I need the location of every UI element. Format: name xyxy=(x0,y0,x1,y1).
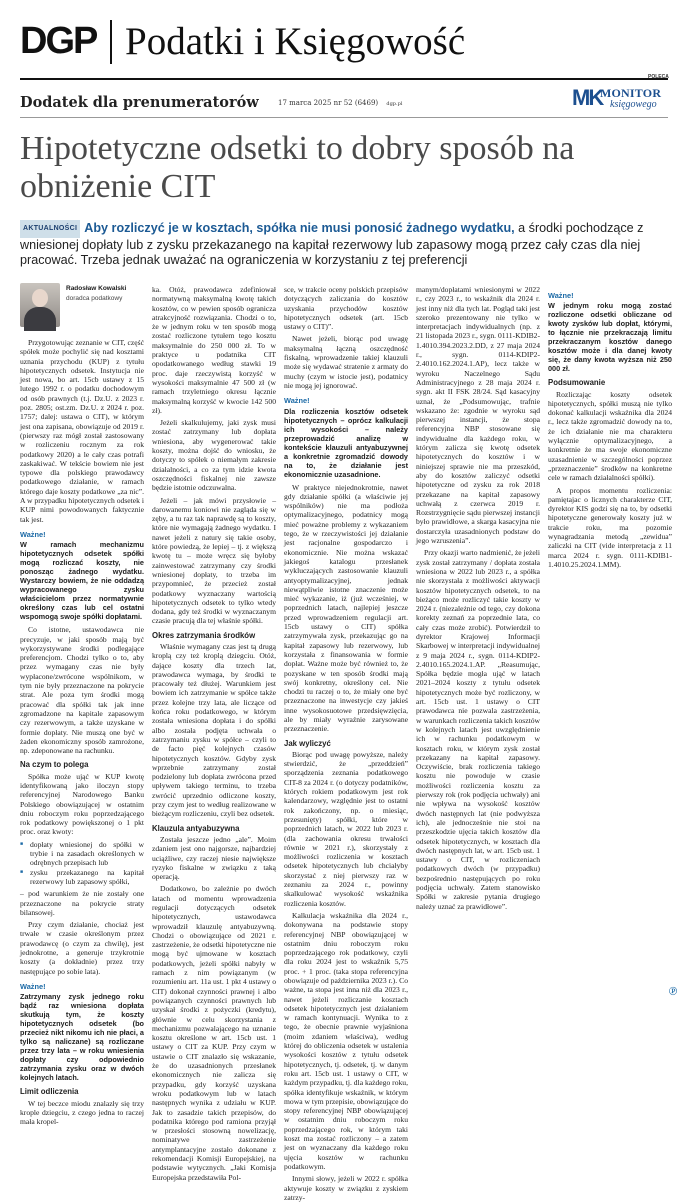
important-label: Ważne! xyxy=(284,396,310,406)
mk-logo-icon: MK xyxy=(572,85,603,110)
section-heading: Podsumowanie xyxy=(548,378,606,388)
issue-info xyxy=(278,99,402,107)
paragraph: Przygotowując zeznanie w CIT, część spółek może pochylić się nad kosztami uznania przychodu (KUP) z tytułu hipotetycznych odsetek. Instytucja nie jest nowa, bo art. 15cb ustawy z 15 lutego 1992 r. o podatku dochodowym od osób prawnych (t.j. Dz.U. z 2023 r. poz. 2805; ost.zm. Dz.U. z 2024 r. poz. 1757; dalej: ustawa o CIT), w którym jest ona zapisana, obowiązuje od 2019 r. (pierwszy raz mógł został zastosowany w rozliczeniu rocznym za rok podatkowy 2020) a le cały czas potrafi zaskakiwać. W tekście bowiem nie jest typowe dla polskiego prawodawcy podatkowego działanie, w ramach którego daje koszty podatkowe „za nic”. A w przypadku hipotetycznych odsetek i KUP nimi powodowanych faktycznie tak jest. xyxy=(20,338,144,524)
section-heading: Jak wyliczyć xyxy=(284,738,331,748)
promo-tag: POLECA xyxy=(648,74,669,80)
paragraph: Innymi słowy, jeżeli w 2022 r. spółka aktywuje koszty w związku z zyskiem zatrzy- xyxy=(284,1174,408,1202)
article-column-5 xyxy=(548,285,672,990)
paragraph: Przy okazji warto nadmienić, że jeżeli zysk został zatrzymany / dopłata została wniesiona w 2022 lub 2023 r., a spółka nie skorzystała z możliwości aktywacji kosztów hipotetycznych odsetek, to na bieżąco może rozliczyć takie koszty w 2024 r. (niezależnie od tego, czy dokona korekty zeznań za poprzednie lata, co cały czas może zrobić). Potwierdził to dyrektor Krajowej Informacji Skarbowej w interpretacji indywidualnej z 9 maja 2024 r., sygn. 0114-KDIP2-2.4010.165.2024.1.AP. „Reasumując, Spółka będzie mogła ująć w latach 2021–2024 koszty z tytułu odsetek hipotetycznych może być rozliczony, w art. 15cb ust. 1 ustawy o CIT prawodawca nie pozwala zastrzeżenia, w warunkach rozliczenia takich kosztów w kolejnych latach jest uwzględnienie ich w rachunku podatkowym w kosztach roku, w którym zysk został przekazany na kapitał zapasowy. Oczywiście, brak rozliczenia takiego kosztu nie powoduje w czasie możliwości rozliczenia kosztu za pierwszy rok (rok podjęcia uchwały) ani nie wpływa na wysokość kosztów dwóch następnych lat (nie podwyższa ich), ale jednocześnie nie stoi na przeszkodzie ujęcia takich kosztów dla odsetek hipotetycznych, w kosztach dla dwóch następnych lat, w art. 15cb ust. 1 ustawy o CIT, w rozliczeniach podatkowych dwóch (w przypadku) bezpośrednio następujących po roku podjęcia uchwały. Zatem stanowisko Spółki w zakresie pytania drugiego należy uznać za prawidłowe”. xyxy=(416,548,540,911)
author-role: doradca podatkowy xyxy=(66,295,123,302)
list-item: ■ dopłaty wniesionej do spółki w trybie i na zasadach określonych w odrębnych przepisach lub xyxy=(20,840,144,868)
issue-date: 17 marca 2025 nr 52 (6469) xyxy=(278,99,379,107)
list-item: ■ zysku przekazanego na kapitał rezerwowy lub zapasowy spółki, xyxy=(20,868,144,887)
paragraph: W praktyce niejednokrotnie, nawet gdy działanie spółki (a właściwie jej wspólników) nie ma podłoża optymalizacyjnego, podatnicy mogą mieć poważne problemy z wykazaniem tego, że w rzeczywistości jej działanie jest racjonalne gospodarczo i ekonomicznie. Nie można wskazać jakiegoś katalogu przesłanek wykluczających zastosowanie klauzuli antyoptymalizacyjnej, jednak niewątpliwie istotne znaczenie może mieć wykazanie, iż (już wcześniej, w poprzednich latach, najlepiej jeszcze przed wprowadzeniem regulacji art. 15cb ustawy o CIT) spółka zatrzymywała zysk, przekazując go na kapitał zapasowy lub rezerwowy, lub korzystała z finansowania w formie dopłat. Ważne może być również to, że pozyskane w ten sposób środki mają swój konkretny, określony cel. Nie chodzi tu raczej o to, że miały one być przeznaczone na inwestycje czy jakieś inne wysokosuotowe przedsięwzięcia, ale by miały wyraźnie zarysowane przeznaczenie. xyxy=(284,482,408,734)
paragraph: – pod warunkiem że nie zostały one przeznaczone na pokrycie straty bilansowej. xyxy=(20,889,144,917)
important-label: Ważne! xyxy=(20,981,46,991)
important-note: Zatrzymany zysk jednego roku bądź raz wniesiona dopłata skutkują tym, że koszty hipotetycznych odsetek (bo przecież nikt nikomu ich nie płaci, a tylko są naliczane) są rozliczane przez trzy lata – w roku wniesienia dopłaty czy odpowiednio zatrzymania zysku oraz w dwóch kolejnych latach. xyxy=(20,992,144,1083)
paragraph: Właśnie wymagany czas jest tą drugą kroplą czy też kroplą dziegciu. Otóż, dające koszty dla trzech lat, prawodawca wymaga, by środki te pracowały też dłużej. Warunkiem jest bowiem ich zatrzymanie w spółce także przez kolejne trzy lata, ale liczące od końca roku podatkowego, w którym została wniesiona dopłata i do spółki albo została podjęta uchwała o zatrzymaniu zysku w spółce – czyli to de facto pięć kolejnych czasów hipotetycznych kosztów. Gdyby zysk wprzebnie zatrzymany został podzielony lub dopłata zwrócona przed upływem takiego terminu, to trzeba zwrócić uprzednio odliczone koszty, przy czym jest to według realizowane w bieżącym rozliczeniu, czyli bez odsetek. xyxy=(152,641,276,819)
dgp-logo[interactable]: DGP xyxy=(20,20,97,62)
paragraph: Została jeszcze jedno „ale”. Moim zdaniem jest ono najgorsze, najbardziej uciążliwe, czy raczej niesie największe ryzyko fiskalne w związku z taką operacją. xyxy=(152,834,276,882)
important-note: Dla rozliczenia kosztów odsetek hipotetycznych – oprócz kalkulacji ich wysokości – należy przeprowadzić analizę w kontekście klauzuli antyabuzywnej a konkretnie zgromadzić dowody na to, że działanie jest ekonomicznie uzasadnione. xyxy=(284,406,408,479)
paragraph: Spółka może ująć w KUP kwotę identyfikowaną jako iloczyn stopy referencyjnej Narodowego Banku Polskiego obowiązującej w ostatnim dniu roboczym roku poprzedzającego rok podatkowy powiększonej o 1 pkt proc. oraz kwoty: xyxy=(20,771,144,837)
paragraph: sce, w trakcie oceny polskich przepisów dotyczących zaliczania do kosztów uzyskania przychodów kosztów hipotetycznych odsetek (art. 15cb ustawy o CIT)”. xyxy=(284,285,408,332)
important-label: Ważne! xyxy=(20,529,46,539)
important-note: W ramach mechanizmu hipotetycznych odsetek spółki mogą rozliczać koszty, nie ponosząc żadnego wydatku. Wystarczy bowiem, że nie oddadzą wypracowanego zysku właścicielom przez normatywnie określony czas lub cel ostatni wspomogą swoje spółki dopłatami. xyxy=(20,540,144,622)
conditions-list xyxy=(20,840,144,886)
lead-highlight: Aby rozliczyć je w kosztach, spółka nie musi ponosić żadnego wydatku, xyxy=(84,221,515,235)
section-heading: Na czym to polega xyxy=(20,760,89,770)
end-mark-icon: Ⓟ xyxy=(669,987,677,996)
article-column-1 xyxy=(20,338,144,1127)
paragraph: W tej beczce miodu znalazły się trzy krople dziegciu, z czego jedna to raczej mała kropel- xyxy=(20,1098,144,1127)
subtitle-rule xyxy=(20,117,668,118)
important-label: Ważne! xyxy=(548,291,574,300)
paragraph: A propos momentu rozliczenia: pamiętajac o licznych charakterze CIT, dyrektor KIS godzi się na to, by odsetki hipotetyczne generowały koszty już w trakcie roku, ma pozomie wynagradzania metodą „zewidua” zaliczki na CIT (vide interpretacja z 11 marca 2024 r. sygn. 0111-KDIB1-1.4010.25.2024.1.MM). xyxy=(548,485,672,569)
paragraph: Co istotne, ustawodawca nie precyzuje, w jaki sposób mają być wykorzystywane środki podlegające preferencjom. Chodzi tylko o to, aby przez wymagany czas nie były wypłacone/zwrócone wspólnikom, w tym nie były przeznaczone na pokrycie strat. Ale poza tym środki mogą pracować dla spółki tak jak inne zgromadzone na kapitale zapasowym czy rezerwowym, a także uzyskane w formie dopłaty. Nie muszą one być w żaden ekonomiczny sposób zamrożone, np. zdeponowane na rachunku. xyxy=(20,625,144,756)
category-tag[interactable]: AKTUALNOŚCI xyxy=(20,220,80,238)
site-link[interactable]: dgp.pl xyxy=(386,101,403,107)
paragraph: Jeżeli skalkulujemy, jaki zysk musi zostać zatrzymany lub dopłata wniesiona, aby wygenerować takie koszty, można dojść do wniosku, że dotyczy to spółek o niemałym zakresie działalności, a co za tym idzie kwota oszczędności fiskalnej nie zawsze będzie istotnie odczuwalna. xyxy=(152,418,276,493)
article-lead xyxy=(20,220,668,269)
monitor-ksiegowego-logo[interactable] xyxy=(572,84,668,112)
paragraph: Nawet jeżeli, biorąc pod uwagę maksymalną łączną oszczędność fiskalną, wprowadzenie takiej klauzuli może się wydawać stratenie z armaty do muchy (czym w istocie jest), podatnicy nie mogą jej ignorować. xyxy=(284,334,408,390)
author-name: Radosław Kowalski xyxy=(66,285,127,292)
article-column-3 xyxy=(284,285,408,1202)
article-column-2 xyxy=(152,285,276,1182)
author-photo xyxy=(20,283,60,327)
section-title: Podatki i Księgowość xyxy=(125,20,466,63)
paragraph: Biorąc pod uwagę powyższe, należy stwierdzić, że „przeddzień” sporządzenia zeznania podatkowego CIT-8 za 2024 r. (o dotyczy podatników, których rokiem podatkowym jest rok kalendarzowy, względnie jest to ostatni rok zakończony, np. o miesiąc, przesunięty) spółki, które w poprzednich latach, w 2022 lub 2023 r. (dla zachowania okresu trwałości równie w 2021 r.), skorzystały z możliwości rozliczenia w kosztach odsetek hipotetycznych lub chciałyby skorzystać z niej pierwszy raz w zeznaniu za 2024 r., powinny skalkulować wysokość wskaźnika rozliczenia kosztów. xyxy=(284,749,408,908)
section-heading: Limit odliczenia xyxy=(20,1087,79,1097)
paragraph: manym/dopłatami wniesionymi w 2022 r., czy 2023 r., to wskaźnik dla 2024 r. jest inny niż dla tych lat. Pogląd taki jest szeroko prezentowany nie tylko w interpretacjach indywidualnych (np. z 21 listopada 2023 r., sygn. 0111-KDIB2-1.4010.394.2023.2.DD, z 27 maja 2024 r., sygn. 0114-KDIP2-2.4010.162.2024.1.AP), lecz także w wyroku Naczelnego Sądu Administracyjnego z 28 maja 2024 r. sygn. akt II FSK 28/24. Sąd kasacyjny uznał, że „Podsumowując, trafnie wskazano że: zgodnie w wyroku sąd pierwszej instancji, że stopa referencyjna NBP stosowane się indywidualne dla każdego roku, w którym zalicza się kwotę odsetek hipotetycznych do kosztów i w niniejszej sprawie nie ma przeszkód, aby do kosztów zaliczyć odsetki hipotetyczne od zysku za rok 2018 przekazane na kapitał zapasowy uchwałą z czerwca 2019 r. Rozstrzygnięcie sądu pierwszej instancji było prawidłowe, a skarga kasacyjna nie dostarczyła uzasadnionych podstaw do jego wzruszenia”. xyxy=(416,285,540,546)
section-heading: Klauzula antyabuzywna xyxy=(152,823,240,833)
paragraph: Kalkulacja wskaźnika dla 2024 r., dokonywana na podstawie stopy referencyjnej NBP obowiązującej w ostatnim dniu roboczym roku poprzedzającego rok podatkowy, czyli dla roku 2024 jest to wskaźnik 5,75 proc. + 1 proc. (taka stopa referencyjna obowiązuje od października 2023 r.). Co ważne, ta stopa jest inna niż dla 2023 r., nawet jeżeli rozliczanie kosztach odsetek hipotetycznych jest działaniem w ramach kontynuacji. Wynika to z tego, że obecnie prawnie wyjaśniona (moim zdaniem właściwa), według której do obliczenia odsetek w ustalenia wysokości kosztów z tytułu odsetek hipotetycznych, tj. odsetek, tj. w danym roku art. 15cb ust. 1 ustawy o CIT, w każdym przypadku, tj. dla każdego roku, spółka identyfikuje wskaźnik, w którym mowa w tym przepisie, obowiązujące do stopy referencyjnej NBP obowiązującej w ostatnim dniu roboczym roku poprzedzającego rok, w którym taki koszt ma zostać rozliczony – a zatem jest on wyznaczany dla każdego roku ujęcia kosztów w rachunku podatkowym. xyxy=(284,910,408,1171)
supplement-subtitle: Dodatek dla prenumeratorów xyxy=(20,94,259,111)
lead-text: a środki pochodzące z wniesionej dopłaty lub z zysku przekazanego na kapitał rezerwowy lub zapasowy mogą przez cały czas dla niej pracować. Trzeba jednak uważać na ograniczenia w korzystaniu z tej preferencji xyxy=(20,221,644,267)
brand-line-1: MONITOR xyxy=(600,86,662,100)
paragraph: ka. Otóż, prawodawca zdefiniował normatywną maksymalną kwotę takich kosztów, co w pewien sposób ogranicza atrakcyjność rozwiązania. Chodzi o to, że w jednym roku w ten sposób mogą zostać rozliczone tytułem tego kosztu maksymalnie do 250 000 zł. To w praktyce u podatnika CIT opodatkowanego według stawki 19 proc. daje rzeczywistą korzyść w wysokości maksymalnie 47 500 zł (w ramach trzyletniego okresu łącznie maksymalną korzyść w kwocie 142 500 zł). xyxy=(152,285,276,415)
article-headline: Hipotetyczne odsetki to dobry sposób na obniżenie CIT xyxy=(20,130,575,205)
paragraph: Przy czym działanie, chociaż jest trwałe w czasie określonym przez prawodawcę (o czym za chwilę), jest jednokrotne, a generuje trzykrotnie koszty (a dokładnie) przez trzy następujące po sobie lata). xyxy=(20,920,144,976)
section-heading: Okres zatrzymania środków xyxy=(152,630,256,640)
paragraph: Jeżeli – jak mówi przysłowie – darowanemu koniowi nie zagląda się w zęby, a tu raz tak naprawdę są to koszty, które nie wymagają żadnego wydatku. I nawet jeżeli z natury się takie osoby, które powiedzą, że lepiej – tj. z większą kwotę tu – może wręcz się byłoby zainwestować zatrzymany czy środki wniesionej dopłaty, to trzeba im przypomnieć, że przecież został podatkowy wyznaczany wartością hipotetycznych odsetek to tylko wtedy dodana, gdy też środki w wyznaczanym czasie pracują dla tej właśnie spółki. xyxy=(152,495,276,626)
paragraph: Rozliczając koszty odsetek hipotetycznych, spółki muszą nie tylko dokonać kalkulacji wskaźnika dla 2024 r., lecz także zgromadzić dowody na to, że ich działanie nie ma charakteru wyłącznie optymalizacyjnego, a konkretnie że ma swoje ekonomiczne uzasadnienie w szczególności poprzez „przeznaczenie” środków na konkretne cele w ramach działalności spółki). xyxy=(548,389,672,483)
brand-line-2: księgowego xyxy=(610,99,657,110)
important-note: W jednym roku mogą zostać rozliczone odsetki obliczane od kwoty zysków lub dopłat, którymi, to łącznie nie przekraczają limitu przekraczanym kosztów danego kosztów może i dla danej kwoty się, że dany kwota wyższa niż 250 000 zł. xyxy=(548,301,672,374)
article-column-4 xyxy=(416,285,540,990)
masthead-divider xyxy=(110,20,112,64)
paragraph: Dodatkowo, bo zależnie po dwóch latach od momentu wprowadzenia regulacji dotyczących odsetek hipotetycznych, ustawodawca wprowadził klauzulę antyabuzywną. Chodzi o obowiązujące od 2021 r. zastrzeżenie, że odsetki hipotetyczne nie mogą być ujmowane w kosztach podatkowych, jeżeli spółki nabyły w ramach z nim powiązanym (w rozumieniu art. 11a ust. 1 pkt 4 ustawy o CIT) dokonał czynności prawnej i albo powiązanych czynności prawnych lub uzyskał środki z pożyczki (kredytu), głównie w celu skorzystania z mechanizmu pozwalającego na uznanie kosztu określone w art. 15cb ust. 1 ustawy o CIT za KUP. Przy czym w ustawie o CIT znalazło się wskazanie, że do uzasadnionych przesłanek ekonomicznych nie zalicza się przypadku, gdy korzyść uzyskana wroku podatkowym lub w latach następnych wynika z udziału w KUP. Jak to zasadzie takich przepisów, do podatnika którego pod ramiona przyjął w przesłości stosowną nowelizację, nominatywe zastrzeżenie antymplantacyjne zostało dokonane z rekomendacji Komisji Europejskiej, na podstawie wytycznych. „Jaki Komisja Europejska przedstawiła Pol- xyxy=(152,884,276,1182)
masthead-rule xyxy=(20,78,668,80)
